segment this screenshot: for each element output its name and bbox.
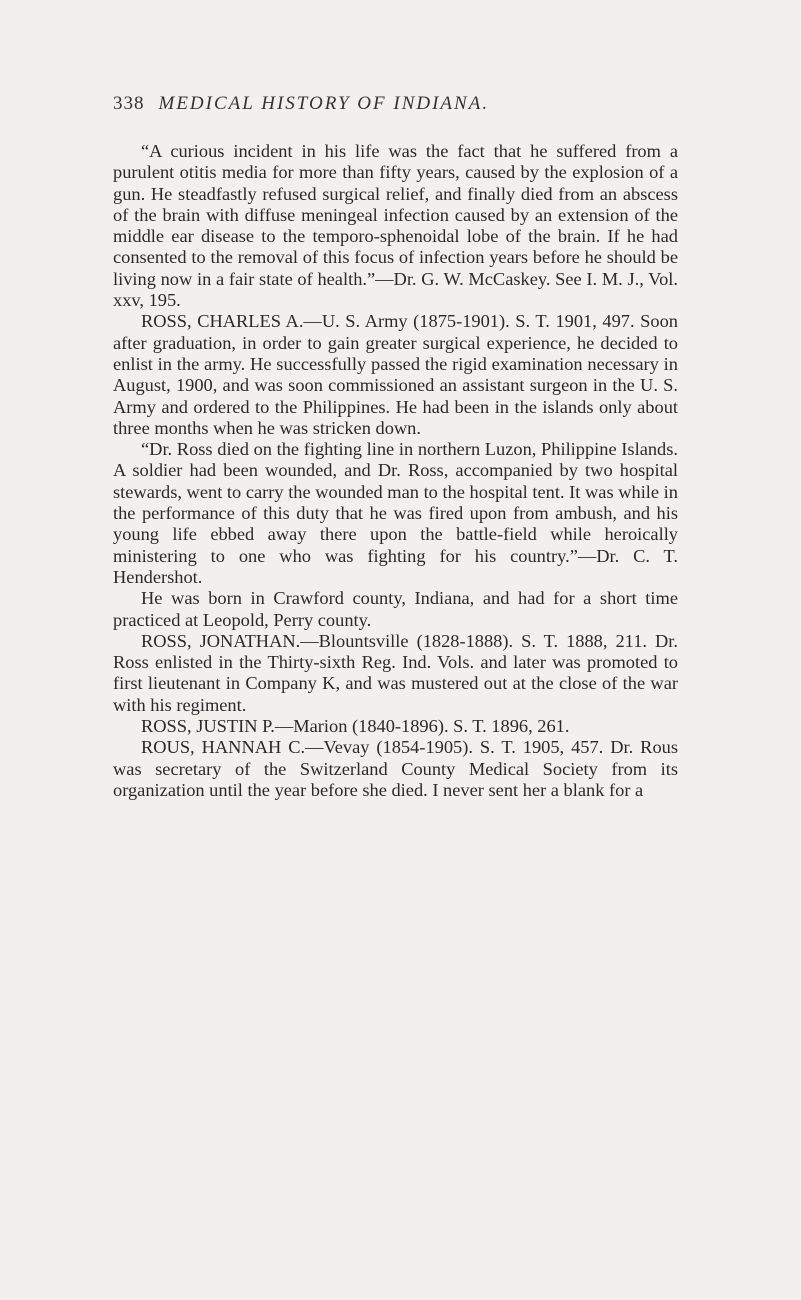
paragraph-born-crawford: He was born in Crawford county, Indiana, and had for a short time practiced at Leopold, Perry county. [113, 588, 678, 630]
paragraph-mccaskey-quote: “A curious incident in his life was the fact that he suffered from a purulent otitis media for more than fifty years, caused by the explosion of a gun. He steadfastly refused surgical relief, and finally died from an abscess of the brain with diffuse meningeal infection caused by an extension of the middle ear disease to the temporo-sphenoidal lobe of the brain. If he had consented to the removal of this focus of infection years before he should be living now in a fair state of health.”—Dr. G. W. McCaskey. See I. M. J., Vol. xxv, 195. [113, 141, 678, 311]
page-number: 338 [113, 93, 145, 114]
running-title: MEDICAL HISTORY OF INDIANA. [158, 93, 490, 114]
page-body [113, 141, 678, 801]
entry-ross-justin: ROSS, JUSTIN P.—Marion (1840-1896). S. T. 1896, 261. [141, 716, 570, 737]
page-header [113, 93, 713, 115]
paragraph-hendershot-quote: “Dr. Ross died on the fighting line in northern Luzon, Philippine Islands. A soldier had been wounded, and Dr. Ross, accompanied by two hospital stewards, went to carry the wounded man to the hospital tent. It was while in the performance of this duty that he was fired upon from ambush, and his young life ebbed away there upon the battle-field while heroically ministering to one who was fighting for his country.”—Dr. C. T. Hendershot. [113, 439, 678, 587]
entry-ross-jonathan: ROSS, JONATHAN.—Blountsville (1828-1888). S. T. 1888, 211. Dr. Ross enlisted in the Thirty-sixth Reg. Ind. Vols. and later was promoted to first lieutenant in Company K, and was mustered out at the close of the war with his regiment. [113, 630, 678, 715]
entry-rous-hannah: ROUS, HANNAH C.—Vevay (1854-1905). S. T. 1905, 457. Dr. Rous was secretary of the Switzerland County Medical Society from its organization until the year before she died. I never sent her a blank for a [113, 737, 678, 800]
entry-ross-charles: ROSS, CHARLES A.—U. S. Army (1875-1901). S. T. 1901, 497. Soon after graduation, in order to gain greater surgical experience, he decided to enlist in the army. He successfully passed the rigid examination necessary in August, 1900, and was soon commissioned an assistant surgeon in the U. S. Army and ordered to the Philippines. He had been in the islands only about three months when he was stricken down. [113, 311, 678, 438]
